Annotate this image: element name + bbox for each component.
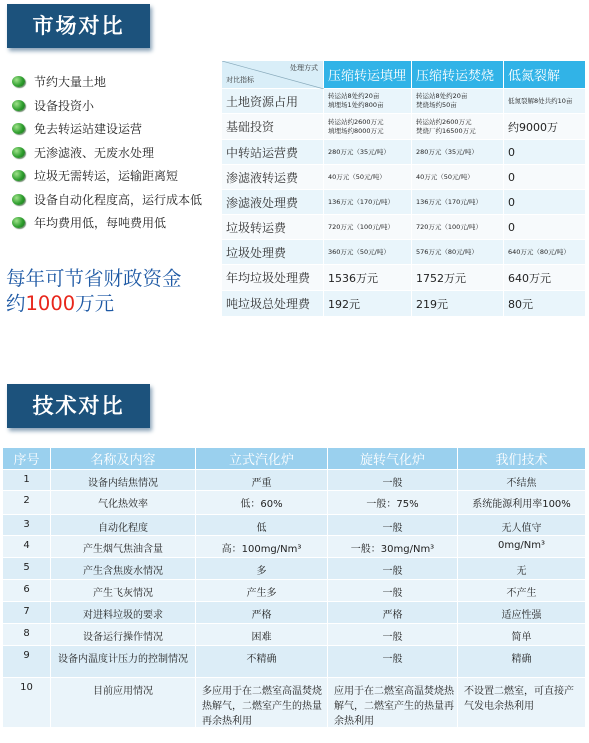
list-item-text: 免去转运站建设运营 [34, 122, 143, 137]
list-item [12, 70, 222, 94]
table-cell: 一般 [328, 580, 458, 602]
table-cell: 气化热效率 [51, 491, 196, 515]
table-cell: 0 [504, 190, 586, 215]
advantages-list [12, 70, 222, 235]
table-cell: 一般 [328, 646, 458, 678]
list-item-text: 垃圾无需转运，运输距离短 [34, 169, 179, 184]
table-cell: 不结焦 [458, 470, 586, 491]
green-bullet-icon [12, 123, 25, 134]
table-cell: 系统能源利用率100% [458, 491, 586, 515]
savings-line-2 [6, 291, 221, 316]
table-cell: 一般 [328, 558, 458, 580]
column-header: 压缩转运焚烧 [412, 61, 504, 89]
row-label: 基础投资 [222, 114, 324, 140]
table-row [3, 646, 586, 678]
table-row [222, 240, 586, 265]
table-cell: 转运站约2600万元 填埋场约8000万元 [324, 114, 412, 140]
table-cell: 192元 [324, 291, 412, 317]
row-label: 垃圾处理费 [222, 240, 324, 265]
savings-line-1: 每年可节省财政资金 [6, 267, 182, 290]
list-item [12, 211, 222, 235]
table-cell: 目前应用情况 [51, 678, 196, 728]
technology-comparison-table [3, 448, 586, 728]
row-label: 中转站运营费 [222, 140, 324, 165]
table-cell: 80元 [504, 291, 586, 317]
table-cell: 低 [196, 515, 328, 536]
table-cell: 设备内温度计压力的控制情况 [51, 646, 196, 678]
table-row [222, 291, 586, 317]
table-cell: 多应用于在二燃室高温焚烧热解气，二燃室产生的热量再余热利用 [196, 678, 328, 728]
table-row [222, 190, 586, 215]
table-cell: 适应性强 [458, 602, 586, 624]
column-header: 序号 [3, 448, 51, 470]
column-header: 压缩转运填埋 [324, 61, 412, 89]
table-cell: 产生多 [196, 580, 328, 602]
row-number: 2 [3, 491, 51, 515]
table-row [3, 580, 586, 602]
table-cell: 0 [504, 215, 586, 240]
row-number: 8 [3, 624, 51, 646]
green-bullet-icon [12, 170, 25, 181]
row-label: 渗滤液处理费 [222, 190, 324, 215]
row-number: 1 [3, 470, 51, 491]
row-number: 4 [3, 536, 51, 558]
table-header-row [222, 61, 586, 89]
table-cell: 转运站约2600万元 焚烧厂约16500万元 [412, 114, 504, 140]
list-item [12, 94, 222, 118]
list-item [12, 164, 222, 188]
list-item-text: 无渗滤液、无废水处理 [34, 145, 155, 160]
table-cell: 严格 [196, 602, 328, 624]
column-header: 低氮裂解 [504, 61, 586, 89]
table-cell: 640万元 [504, 265, 586, 291]
row-label: 土地资源占用 [222, 89, 324, 114]
table-row [3, 536, 586, 558]
table-cell: 一般 [328, 624, 458, 646]
table-cell: 219元 [412, 291, 504, 317]
table-cell: 约9000万 [504, 114, 586, 140]
table-cell: 一般 [328, 515, 458, 536]
list-item-text: 设备自动化程度高，运行成本低 [34, 192, 203, 207]
row-number: 3 [3, 515, 51, 536]
table-cell: 高：100mg/Nm³ [196, 536, 328, 558]
green-bullet-icon [12, 76, 25, 87]
row-label: 渗滤液转运费 [222, 165, 324, 190]
row-label: 吨垃圾总处理费 [222, 291, 324, 317]
green-bullet-icon [12, 194, 25, 205]
table-cell: 严格 [328, 602, 458, 624]
table-cell: 一般 [328, 470, 458, 491]
table-cell: 0mg/Nm³ [458, 536, 586, 558]
table-cell: 多 [196, 558, 328, 580]
table-cell: 720万元（100元/吨） [324, 215, 412, 240]
table-cell: 不设置二燃室，可直接产气发电余热利用 [458, 678, 586, 728]
corner-bottom-label: 对比指标 [226, 76, 254, 84]
table-row [222, 89, 586, 114]
column-header: 旋转气化炉 [328, 448, 458, 470]
market-comparison-table [222, 61, 586, 317]
table-cell: 1536万元 [324, 265, 412, 291]
table-row [3, 558, 586, 580]
table-cell: 一般：75% [328, 491, 458, 515]
table-row [222, 114, 586, 140]
table-cell: 设备内结焦情况 [51, 470, 196, 491]
table-cell: 低氮裂解8处共约10亩 [504, 89, 586, 114]
column-header: 我们技术 [458, 448, 586, 470]
table-row [3, 624, 586, 646]
table-cell: 136万元（170元/吨） [412, 190, 504, 215]
table-cell: 严重 [196, 470, 328, 491]
table-cell: 转运站8处约20亩 焚烧场约50亩 [412, 89, 504, 114]
column-header: 名称及内容 [51, 448, 196, 470]
table-cell: 一般：30mg/Nm³ [328, 536, 458, 558]
table-cell: 产生飞灰情况 [51, 580, 196, 602]
table-header-row [3, 448, 586, 470]
table-row [222, 140, 586, 165]
table-cell: 不精确 [196, 646, 328, 678]
row-label: 垃圾转运费 [222, 215, 324, 240]
list-item-text: 设备投资小 [34, 98, 95, 113]
table-cell: 576万元（80元/吨） [412, 240, 504, 265]
green-bullet-icon [12, 100, 25, 111]
table-cell: 1752万元 [412, 265, 504, 291]
table-cell: 产生含焦废水情况 [51, 558, 196, 580]
table-cell: 136万元（170元/吨） [324, 190, 412, 215]
section-title-technology: 技术对比 [7, 384, 150, 428]
list-item [12, 141, 222, 165]
table-cell: 产生烟气焦油含量 [51, 536, 196, 558]
green-bullet-icon [12, 217, 25, 228]
table-cell: 280万元（35元/吨） [412, 140, 504, 165]
list-item [12, 188, 222, 212]
savings-amount: 1000 [25, 292, 76, 315]
row-number: 6 [3, 580, 51, 602]
list-item-text: 节约大量土地 [34, 75, 107, 90]
savings-statement [6, 266, 221, 316]
row-number: 9 [3, 646, 51, 678]
table-row [3, 678, 586, 728]
table-cell: 0 [504, 140, 586, 165]
table-cell: 应用于在二燃室高温焚烧热解气，二燃室产生的热量再余热利用 [328, 678, 458, 728]
table-cell: 640万元（80元/吨） [504, 240, 586, 265]
savings-prefix: 约 [6, 292, 26, 315]
table-cell: 简单 [458, 624, 586, 646]
table-cell: 720万元（100元/吨） [412, 215, 504, 240]
table-row [3, 602, 586, 624]
table-cell: 精确 [458, 646, 586, 678]
table-row [3, 515, 586, 536]
row-number: 5 [3, 558, 51, 580]
table-cell: 无 [458, 558, 586, 580]
row-number: 10 [3, 678, 51, 728]
list-item-text: 年均费用低，每吨费用低 [34, 216, 167, 231]
corner-top-label: 处理方式 [290, 64, 318, 72]
section-title-market: 市场对比 [7, 4, 150, 48]
list-item [12, 117, 222, 141]
column-header: 立式汽化炉 [196, 448, 328, 470]
savings-suffix: 万元 [75, 292, 115, 315]
table-cell: 0 [504, 165, 586, 190]
corner-cell [222, 61, 324, 89]
table-cell: 无人值守 [458, 515, 586, 536]
table-row [222, 265, 586, 291]
green-bullet-icon [12, 147, 25, 158]
row-number: 7 [3, 602, 51, 624]
table-cell: 360万元（50元/吨） [324, 240, 412, 265]
table-cell: 40万元（50元/吨） [412, 165, 504, 190]
table-row [3, 491, 586, 515]
table-row [3, 470, 586, 491]
table-cell: 自动化程度 [51, 515, 196, 536]
table-cell: 困难 [196, 624, 328, 646]
row-label: 年均垃圾处理费 [222, 265, 324, 291]
table-cell: 转运站8处约20亩 填埋场1处约800亩 [324, 89, 412, 114]
table-row [222, 165, 586, 190]
table-cell: 280万元（35元/吨） [324, 140, 412, 165]
table-cell: 对进料垃圾的要求 [51, 602, 196, 624]
table-cell: 40万元（50元/吨） [324, 165, 412, 190]
table-cell: 低：60% [196, 491, 328, 515]
table-cell: 设备运行操作情况 [51, 624, 196, 646]
table-row [222, 215, 586, 240]
table-cell: 不产生 [458, 580, 586, 602]
